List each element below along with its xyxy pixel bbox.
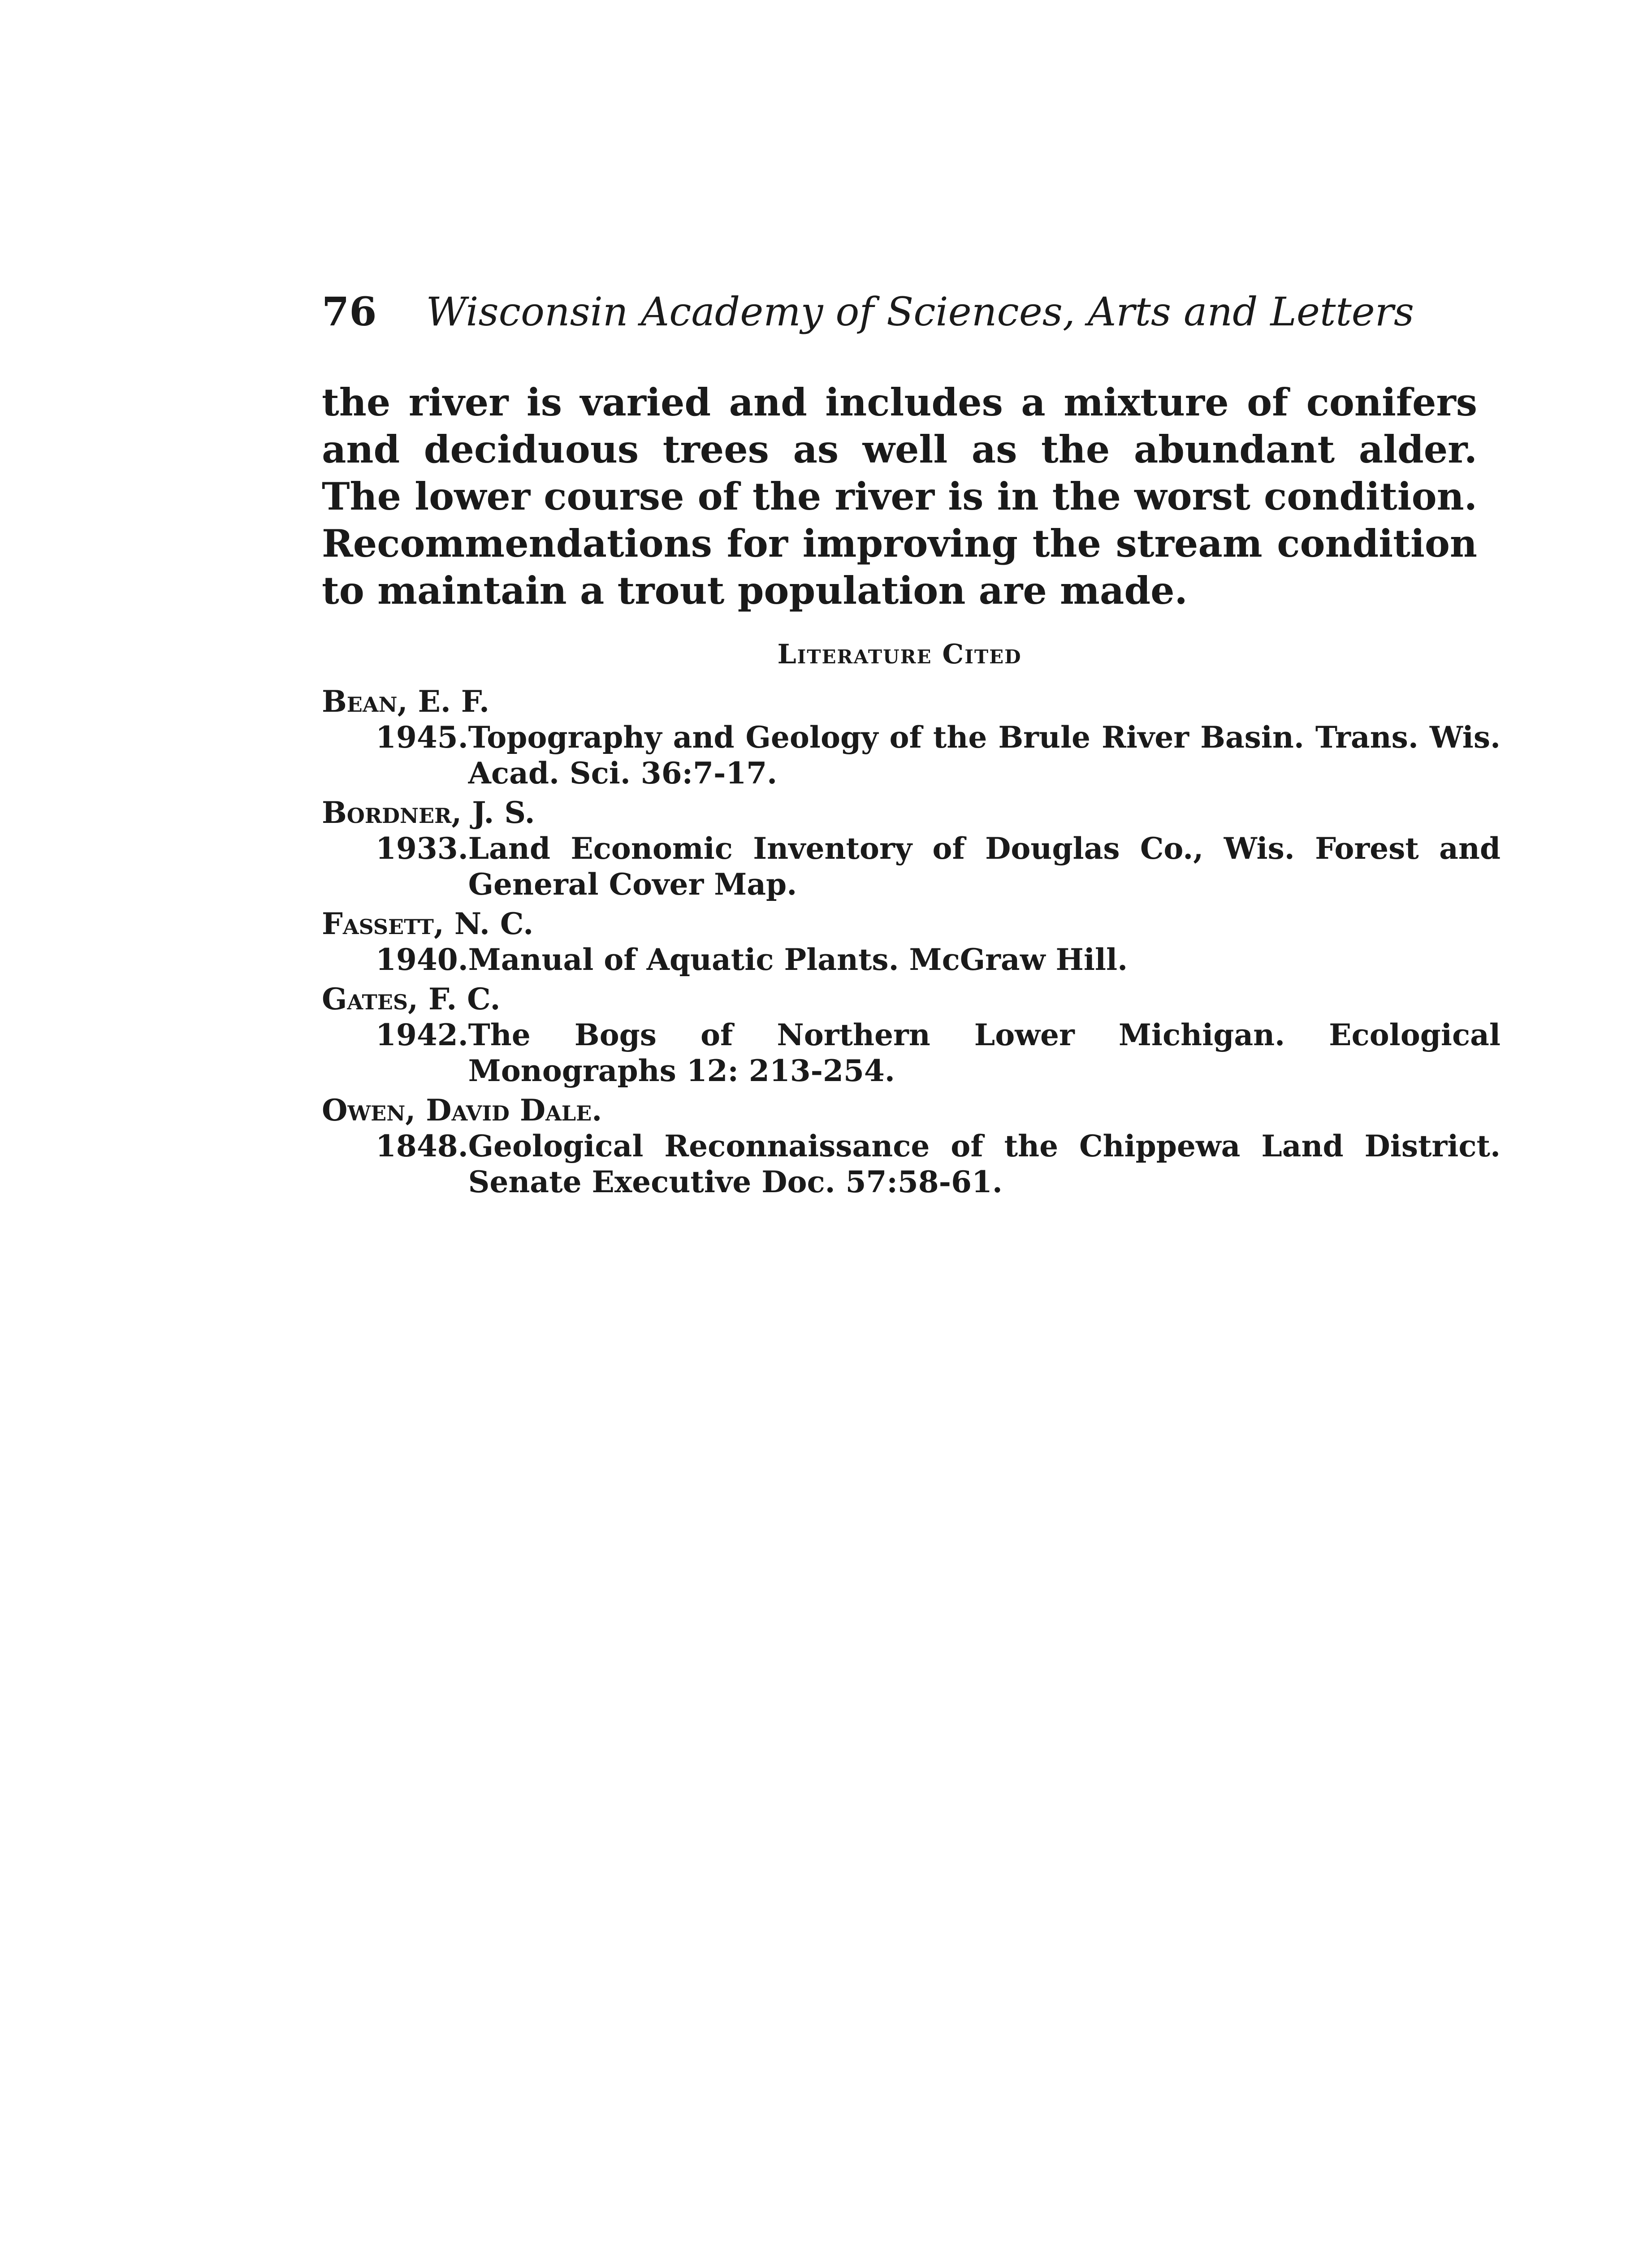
reference-text: Manual of Aquatic Plants. McGraw Hill. — [468, 942, 1128, 977]
literature-cited-heading: Literature Cited — [777, 639, 1022, 670]
reference-body — [322, 719, 1501, 791]
reference-text: The Bogs of Northern Lower Michigan. Ecological Monographs 12: 213-254. — [468, 1017, 1501, 1088]
reference-year: 1933. — [376, 831, 468, 866]
body-text — [322, 379, 1477, 614]
reference-entry — [322, 684, 1501, 791]
reference-body — [322, 831, 1501, 902]
reference-text: Topography and Geology of the Brule River Basin. Trans. Wis. Acad. Sci. 36:7-17. — [468, 720, 1501, 791]
reference-author: Gates, F. C. — [322, 982, 501, 1017]
reference-entry — [322, 795, 1501, 902]
reference-author: Fassett, N. C. — [322, 906, 534, 941]
journal-title: Wisconsin Academy of Sciences, Arts and Letters — [426, 289, 1414, 335]
reference-year: 1942. — [376, 1017, 468, 1052]
reference-author: Bordner, J. S. — [322, 795, 535, 830]
reference-year: 1940. — [376, 942, 468, 977]
reference-text: Land Economic Inventory of Douglas Co., Wis. Forest and General Cover Map. — [468, 831, 1501, 902]
reference-entry — [322, 1092, 1501, 1200]
page-number: 76 — [322, 288, 377, 335]
reference-year: 1848. — [376, 1129, 468, 1164]
reference-author: Bean, E. F. — [322, 684, 489, 719]
body-paragraph: the river is varied and includes a mixture of conifers and deciduous trees as well as the abundant alder. The lower course of the river is in the worst condition. Recommendations for improving the stream condition to maintain a trout population are made. — [322, 380, 1477, 613]
reference-text: Geological Reconnaissance of the Chippewa Land District. Senate Executive Doc. 57:58-61. — [468, 1129, 1501, 1199]
reference-author: Owen, David Dale. — [322, 1093, 602, 1128]
reference-entry — [322, 981, 1501, 1089]
running-head — [322, 287, 1414, 337]
reference-body — [322, 1017, 1501, 1089]
reference-list — [322, 684, 1501, 1203]
reference-year: 1945. — [376, 720, 468, 755]
reference-body — [322, 1128, 1501, 1200]
reference-body — [322, 942, 1501, 978]
reference-entry — [322, 906, 1501, 978]
